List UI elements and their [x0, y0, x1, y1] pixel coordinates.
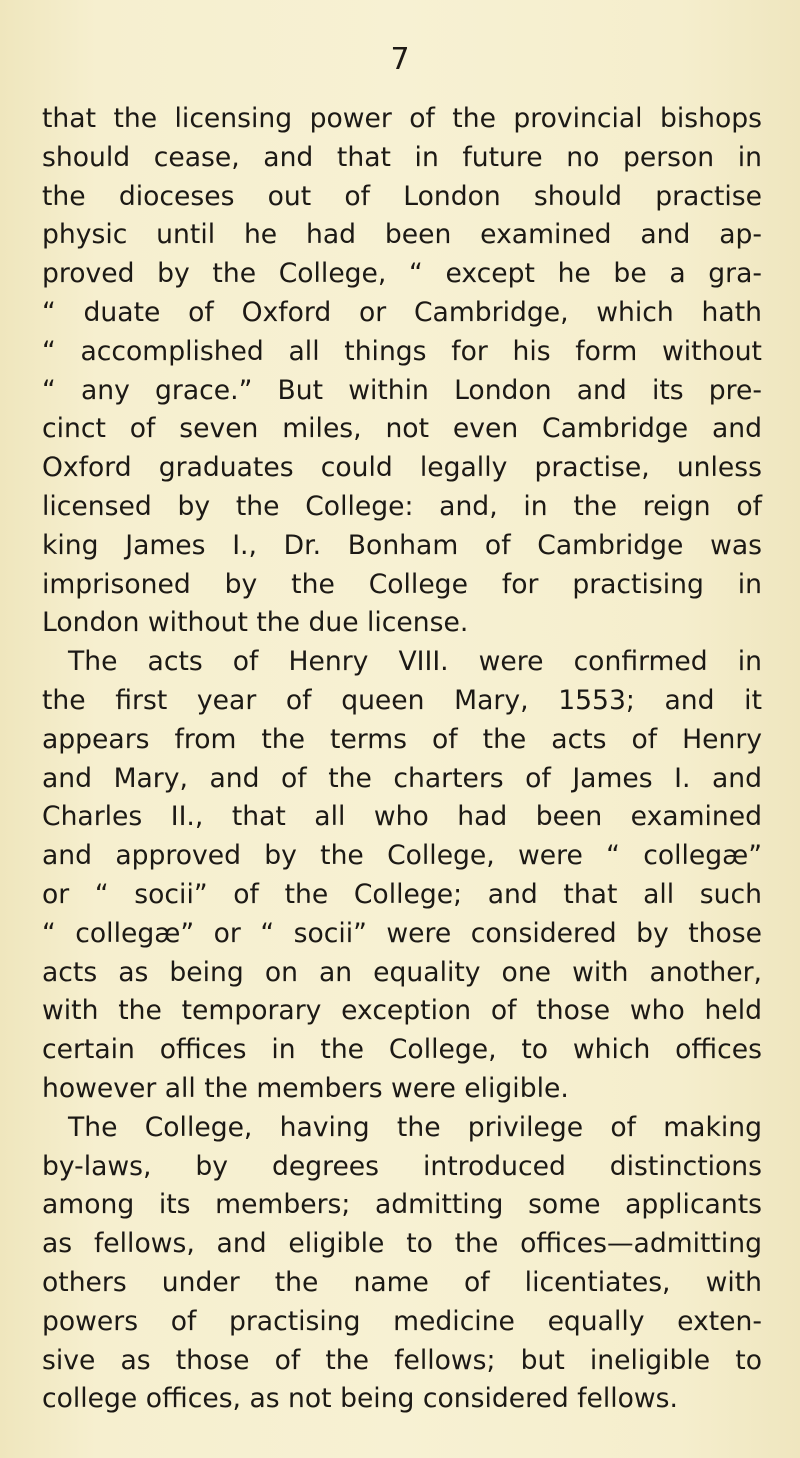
text-line: or “ socii” of the College; and that all such: [42, 878, 762, 910]
text-line: however all the members were eligible.: [42, 1072, 569, 1104]
text-line: “ duate of Oxford or Cambridge, which hath: [42, 296, 762, 328]
text-line: the dioceses out of London should practise: [42, 180, 762, 212]
text-line: proved by the College, “ except he be a gra-: [42, 258, 762, 290]
text-line: The College, having the privilege of making: [68, 1111, 762, 1143]
text-line: as fellows, and eligible to the offices—admitting: [42, 1228, 762, 1260]
text-line: and approved by the College, were “ collegæ”: [42, 840, 762, 872]
text-line: Charles II., that all who had been examined: [42, 801, 762, 833]
text-line: powers of practising medicine equally exten-: [42, 1305, 762, 1337]
text-line: licensed by the College: and, in the reign of: [42, 490, 762, 522]
text-line: appears from the terms of the acts of Henry: [42, 723, 762, 755]
text-line: physic until he had been examined and ap-: [42, 219, 762, 251]
text-line: “ collegæ” or “ socii” were considered by those: [42, 917, 762, 949]
text-line: others under the name of licentiates, with: [42, 1266, 762, 1298]
text-line: Oxford graduates could legally practise, unless: [42, 452, 762, 484]
text-line: acts as being on an equality one with another,: [42, 956, 762, 988]
text-line: among its members; admitting some applicants: [42, 1189, 762, 1221]
text-line: king James I., Dr. Bonham of Cambridge was: [42, 529, 762, 561]
text-line: certain offices in the College, to which offices: [42, 1034, 762, 1066]
text-line: sive as those of the fellows; but ineligible to: [42, 1344, 762, 1376]
text-line: should cease, and that in future no person in: [42, 141, 762, 173]
text-line: imprisoned by the College for practising in: [42, 568, 762, 600]
text-line: The acts of Henry VIII. were confirmed in: [68, 646, 762, 678]
text-line: “ accomplished all things for his form without: [42, 335, 762, 367]
text-line: the first year of queen Mary, 1553; and it: [42, 684, 762, 716]
text-line: and Mary, and of the charters of James I. and: [42, 762, 762, 794]
body-text: [42, 100, 762, 1419]
text-line: with the temporary exception of those who held: [42, 995, 762, 1027]
text-line: “ any grace.” But within London and its pre-: [42, 374, 762, 406]
text-line: London without the due license.: [42, 607, 469, 639]
text-line: by-laws, by degrees introduced distinctions: [42, 1150, 762, 1182]
text-line: that the licensing power of the provincial bishops: [42, 103, 762, 134]
text-line: college offices, as not being considered fellows.: [42, 1383, 678, 1415]
page-number: 7: [390, 42, 410, 77]
text-line: cinct of seven miles, not even Cambridge and: [42, 413, 762, 445]
